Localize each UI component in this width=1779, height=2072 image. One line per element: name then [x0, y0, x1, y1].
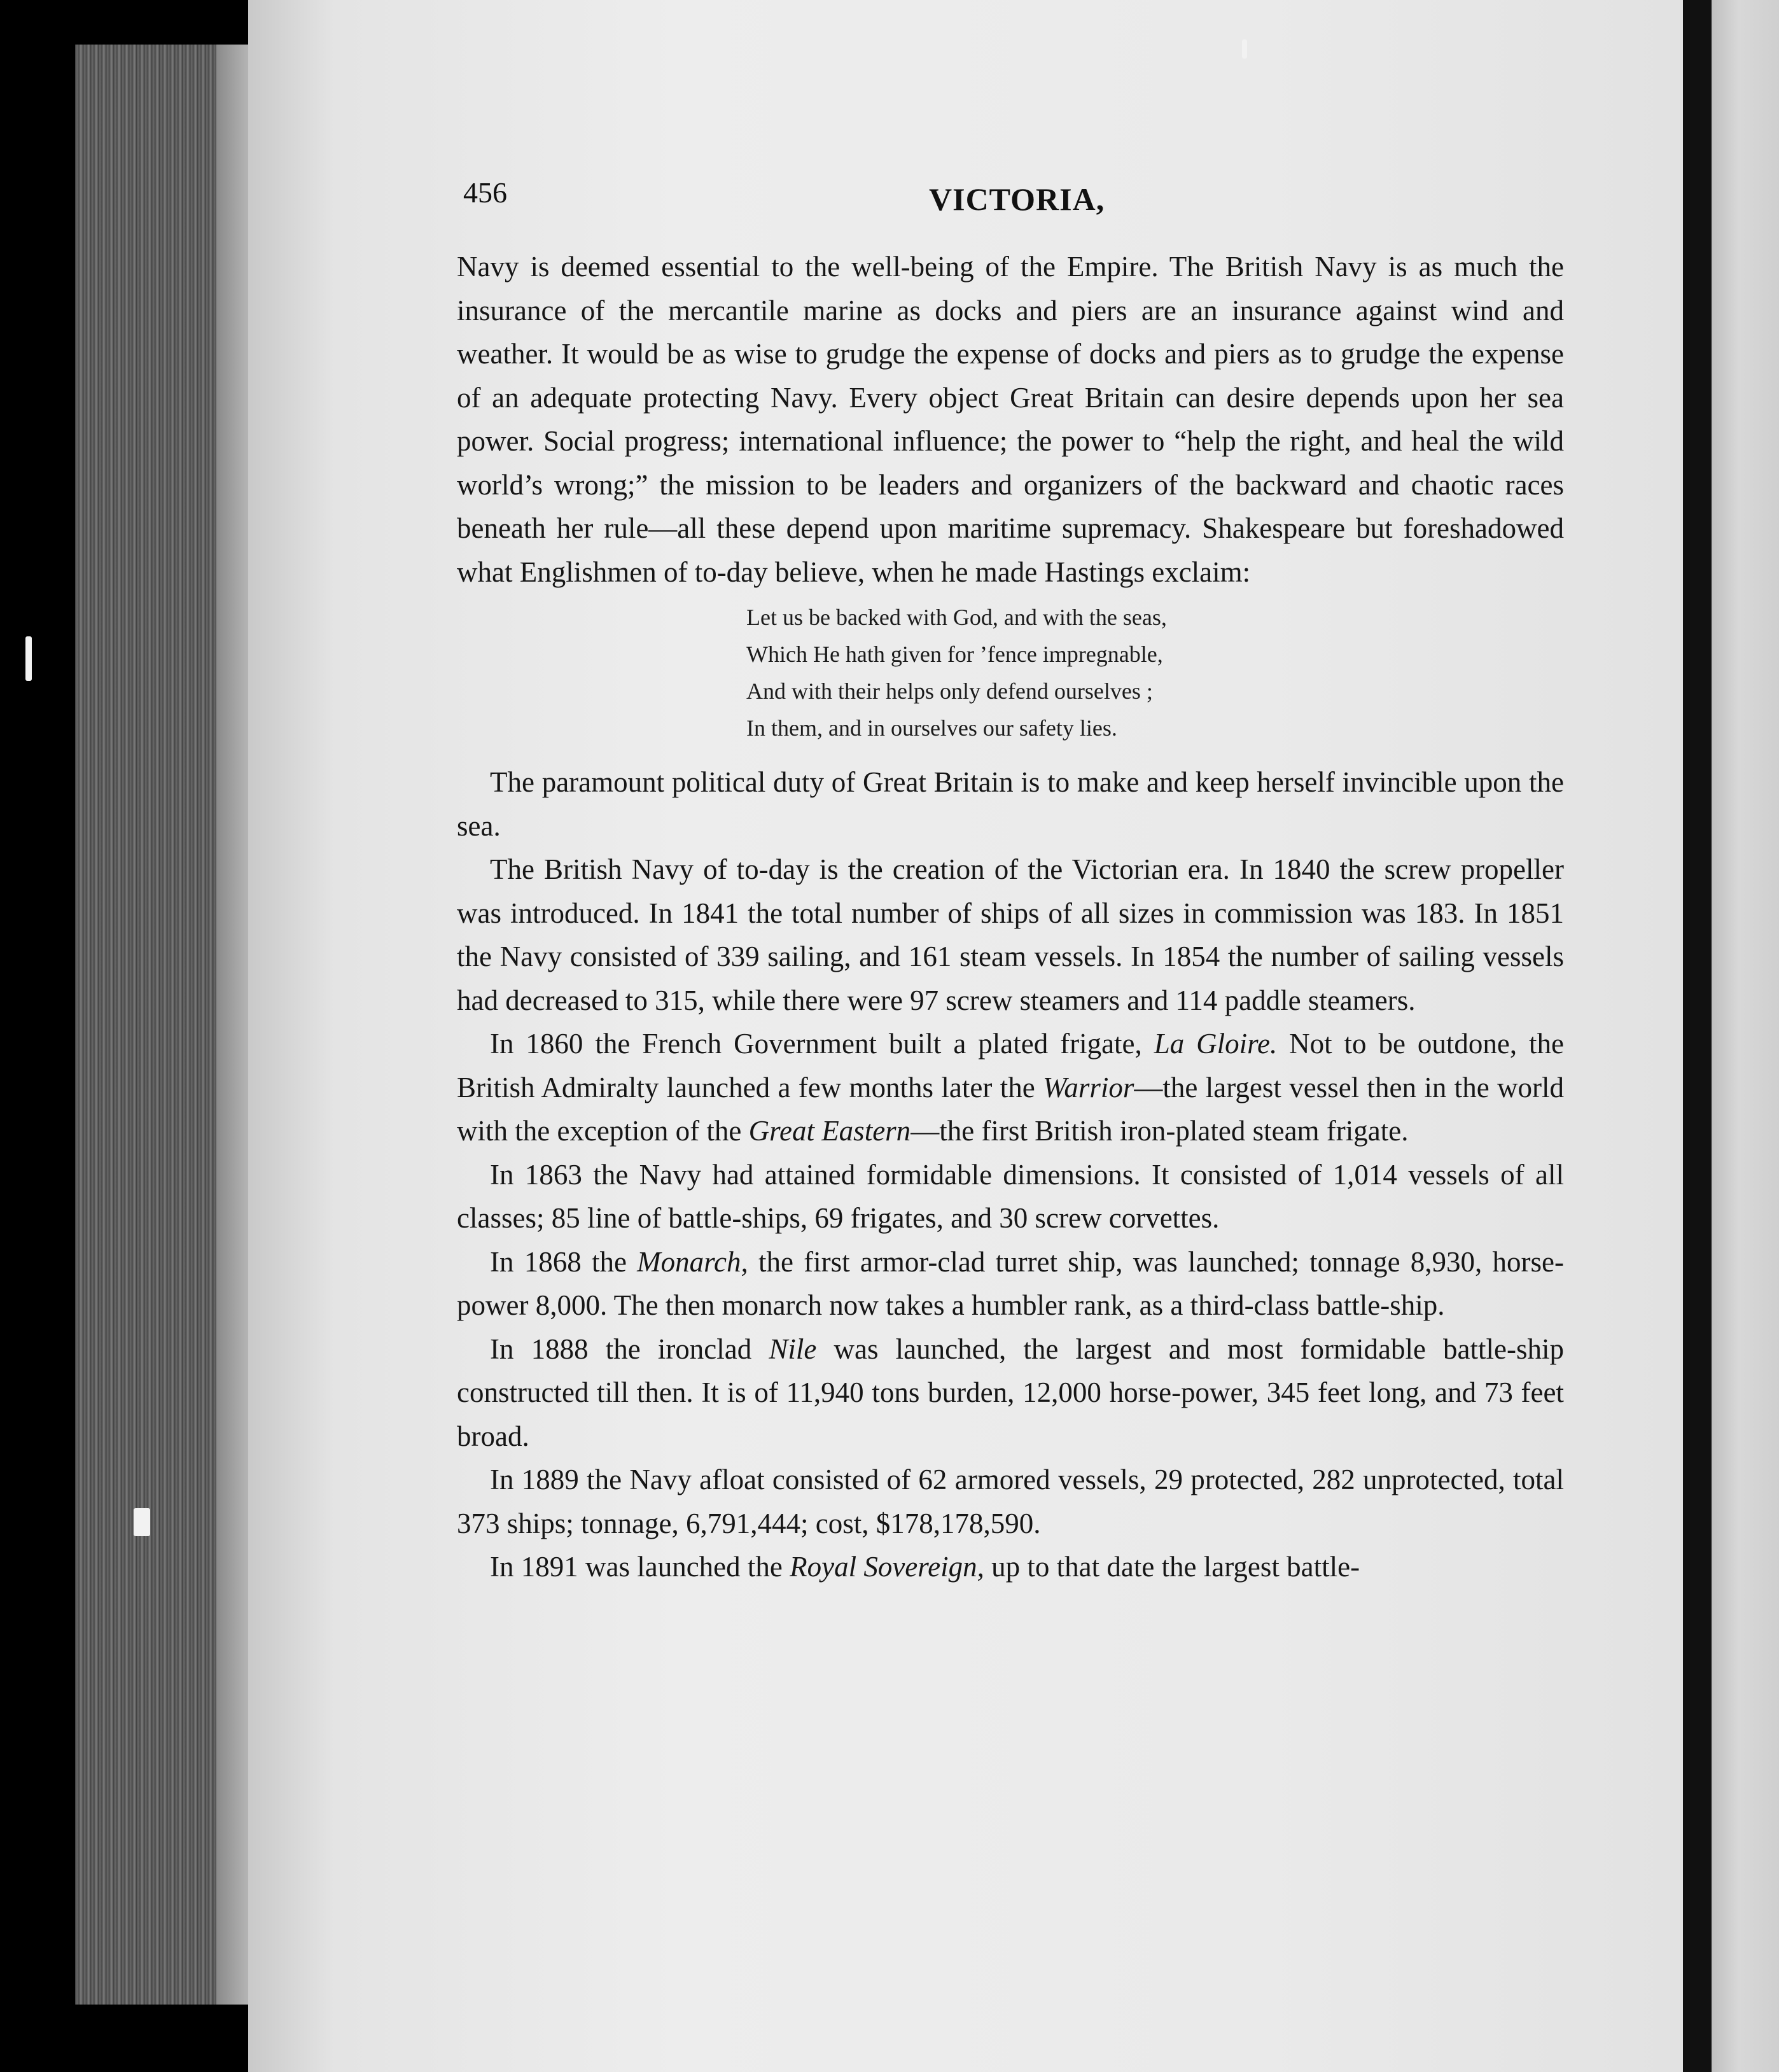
paragraph-7-text: was launched, the largest and most formidable battle-ship constructed till then. It is of 11,940 tons burden, 12,000 horse-power, 345 feet long, and 73 feet broad.: [457, 1333, 1564, 1452]
ship-name-royal-sovereign: Royal Sovereign,: [790, 1551, 984, 1583]
paragraph-9: [457, 1545, 1564, 1589]
scan-speck: [25, 636, 32, 681]
paragraph-6: [457, 1240, 1564, 1327]
paragraph-9-text: In 1891 was launched the: [490, 1551, 790, 1583]
page-edge-stack: [75, 45, 241, 2005]
verse-line: Which He hath given for ’fence impregnable,: [746, 641, 1163, 667]
paragraph-2: The paramount political duty of Great Britain is to make and keep herself invincible upon the sea.: [457, 766, 1564, 842]
ship-name-monarch: Monarch,: [637, 1245, 748, 1278]
ship-name-great-eastern: Great Eastern: [748, 1115, 911, 1147]
paragraph-5: In 1863 the Navy had attained formidable dimensions. It consisted of 1,014 vessels of all classes; 85 line of battle-ships, 69 frigates, and 30 screw corvettes.: [457, 1158, 1564, 1234]
adjacent-page-sliver: [1712, 0, 1779, 2072]
binding-gutter: [1683, 0, 1712, 2072]
verse-line: Let us be backed with God, and with the seas,: [746, 605, 1167, 630]
verse-line: In them, and in ourselves our safety lies.: [746, 715, 1117, 741]
ship-name-warrior: Warrior: [1043, 1071, 1134, 1103]
paragraph-4-text: —the largest vessel then in the world with the exception of the: [457, 1071, 1564, 1147]
paragraph-3: The British Navy of to-day is the creation of the Victorian era. In 1840 the screw propeller was introduced. In 1841 the total number of ships of all sizes in commission was 183. In 1851 the Navy consisted of 339 sailing, and 161 steam vessels. In 1854 the number of sailing vessels had decreased to 315, while there were 97 screw steamers and 114 paddle steamers.: [457, 853, 1564, 1016]
scan-speck: [134, 1508, 150, 1536]
ship-name-la-gloire: La Gloire.: [1154, 1028, 1278, 1060]
paragraph-4-text: —the first British iron-plated steam frigate.: [910, 1115, 1409, 1147]
verse-line: And with their helps only defend ourselves ;: [746, 678, 1153, 704]
paragraph-6-text: the first armor-clad turret ship, was launched; tonnage 8,930, horse-power 8,000. The then monarch now takes a humbler rank, as a third-class battle-ship.: [457, 1245, 1564, 1321]
paragraph-7: [457, 1327, 1564, 1459]
paragraph-4-text: In 1860 the French Government built a plated frigate,: [490, 1028, 1154, 1060]
paragraph-9-text: up to that date the largest battle-: [984, 1551, 1360, 1583]
paragraph-4-text: Not to be outdone, the British Admiralty launched a few months later the: [457, 1028, 1564, 1103]
paragraph-8: In 1889 the Navy afloat consisted of 62 armored vessels, 29 protected, 282 unprotected, total 373 ships; tonnage, 6,791,444; cost, $178,178,590.: [457, 1464, 1564, 1539]
page-number: 456: [463, 176, 507, 209]
paragraph-4: [457, 1022, 1564, 1153]
paragraph-7-text: In 1888 the ironclad: [490, 1333, 769, 1365]
body-text: [457, 245, 1564, 1589]
paragraph-6-text: In 1868 the: [490, 1245, 638, 1278]
verse-quotation: [746, 599, 1564, 746]
paragraph-1: Navy is deemed essential to the well-being of the Empire. The British Navy is as much the insurance of the mercantile marine as docks and piers are an insurance against wind and weather. It would be as wise to grudge the expense of docks and piers as to grudge the expense of an adequate protecting Navy. Every object Great Britain can desire depends upon her sea power. Social progress; international influence; the power to “help the right, and heal the wild world’s wrong;” the mission to be leaders and organizers of the backward and chaotic races beneath her rule—all these depend upon maritime supremacy. Shakespeare but foreshadowed what Englishmen of to-day believe, when he made Hastings exclaim:: [457, 251, 1564, 588]
running-head: VICTORIA,: [929, 181, 1105, 217]
ship-name-nile: Nile: [769, 1333, 817, 1365]
scan-speck: [1242, 39, 1247, 59]
